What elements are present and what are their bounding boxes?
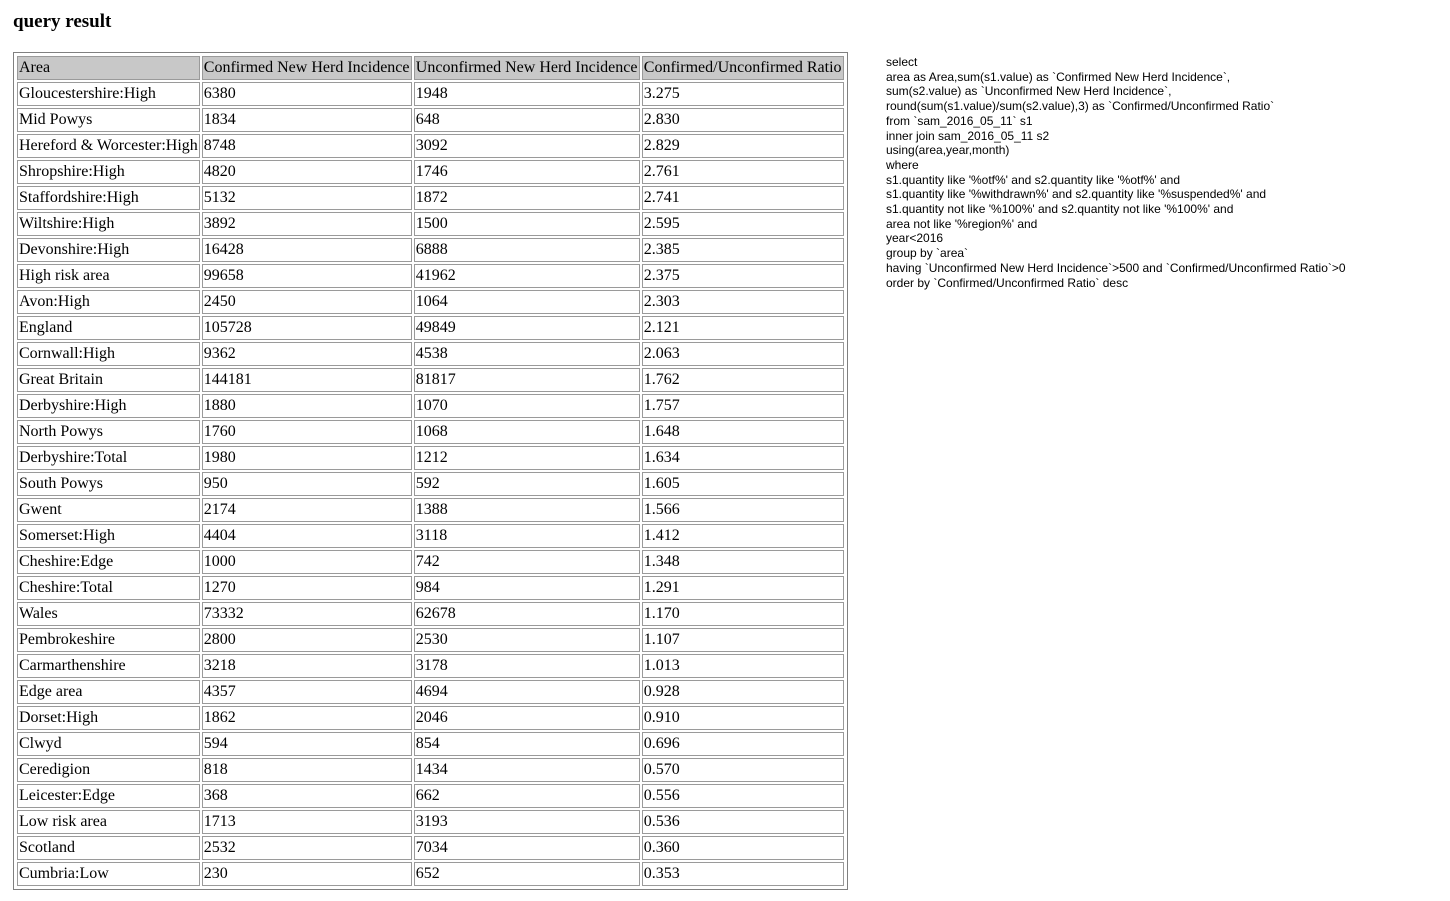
- table-cell: 1388: [414, 498, 640, 522]
- table-cell: 1862: [202, 706, 412, 730]
- table-row: [17, 264, 844, 288]
- column-header: Unconfirmed New Herd Incidence: [414, 56, 640, 80]
- table-cell: Cumbria:Low: [17, 862, 200, 886]
- sql-line: area not like '%region%' and: [886, 216, 1038, 231]
- table-cell: Shropshire:High: [17, 160, 200, 184]
- table-cell: Devonshire:High: [17, 238, 200, 262]
- table-cell: Staffordshire:High: [17, 186, 200, 210]
- table-cell: 81817: [414, 368, 640, 392]
- table-cell: Derbyshire:High: [17, 394, 200, 418]
- table-cell: 818: [202, 758, 412, 782]
- table-row: [17, 576, 844, 600]
- table-cell: Wales: [17, 602, 200, 626]
- table-cell: 2800: [202, 628, 412, 652]
- table-row: [17, 186, 844, 210]
- table-cell: Cornwall:High: [17, 342, 200, 366]
- table-cell: Dorset:High: [17, 706, 200, 730]
- sql-line: inner join sam_2016_05_11 s2: [886, 128, 1050, 143]
- table-header-row: [17, 56, 844, 80]
- table-cell: 594: [202, 732, 412, 756]
- table-cell: 1760: [202, 420, 412, 444]
- table-cell: 99658: [202, 264, 412, 288]
- column-header: Confirmed/Unconfirmed Ratio: [642, 56, 844, 80]
- table-cell: 984: [414, 576, 640, 600]
- page-title: query result: [13, 11, 112, 32]
- table-cell: 1980: [202, 446, 412, 470]
- table-cell: Gloucestershire:High: [17, 82, 200, 106]
- table-cell: Derbyshire:Total: [17, 446, 200, 470]
- table-cell: 0.928: [642, 680, 844, 704]
- table-cell: 3178: [414, 654, 640, 678]
- sql-line: having `Unconfirmed New Herd Incidence`>500 and `Confirmed/Unconfirmed Ratio`>0: [886, 260, 1346, 275]
- table-cell: Hereford & Worcester:High: [17, 134, 200, 158]
- table-cell: 2.830: [642, 108, 844, 132]
- table-cell: 592: [414, 472, 640, 496]
- sql-line: s1.quantity like '%withdrawn%' and s2.quantity like '%suspended%' and: [886, 187, 1267, 202]
- table-row: [17, 420, 844, 444]
- table-cell: 2.063: [642, 342, 844, 366]
- table-cell: 2046: [414, 706, 640, 730]
- table-cell: 1.762: [642, 368, 844, 392]
- table-row: [17, 498, 844, 522]
- table-cell: 2.375: [642, 264, 844, 288]
- table-cell: Avon:High: [17, 290, 200, 314]
- sql-query-text: [886, 55, 1346, 290]
- table-cell: Clwyd: [17, 732, 200, 756]
- table-row: [17, 394, 844, 418]
- table-row: [17, 810, 844, 834]
- table-cell: Ceredigion: [17, 758, 200, 782]
- table-cell: 6380: [202, 82, 412, 106]
- table-cell: 1872: [414, 186, 640, 210]
- table-row: [17, 732, 844, 756]
- table-cell: 16428: [202, 238, 412, 262]
- table-cell: 4538: [414, 342, 640, 366]
- table-cell: 3092: [414, 134, 640, 158]
- sql-line: s1.quantity not like '%100%' and s2.quantity not like '%100%' and: [886, 202, 1234, 217]
- sql-line: using(area,year,month): [886, 143, 1010, 158]
- column-header: Area: [17, 56, 200, 80]
- table-cell: 73332: [202, 602, 412, 626]
- query-result-table: [13, 52, 848, 890]
- table-cell: 368: [202, 784, 412, 808]
- table-row: [17, 108, 844, 132]
- table-cell: 1.107: [642, 628, 844, 652]
- table-row: [17, 680, 844, 704]
- table-cell: Edge area: [17, 680, 200, 704]
- table-cell: 1068: [414, 420, 640, 444]
- table-cell: 4820: [202, 160, 412, 184]
- table-cell: 1834: [202, 108, 412, 132]
- table-row: [17, 836, 844, 860]
- table-cell: 648: [414, 108, 640, 132]
- table-row: [17, 160, 844, 184]
- table-cell: 2530: [414, 628, 640, 652]
- table-cell: 2.761: [642, 160, 844, 184]
- table-row: [17, 758, 844, 782]
- table-cell: 2.741: [642, 186, 844, 210]
- table-cell: 2174: [202, 498, 412, 522]
- sql-line: order by `Confirmed/Unconfirmed Ratio` desc: [886, 275, 1129, 290]
- table-row: [17, 550, 844, 574]
- table-cell: 854: [414, 732, 640, 756]
- table-cell: 2.303: [642, 290, 844, 314]
- table-row: [17, 134, 844, 158]
- table-cell: 3.275: [642, 82, 844, 106]
- table-cell: Cheshire:Total: [17, 576, 200, 600]
- table-cell: 1.291: [642, 576, 844, 600]
- table-row: [17, 784, 844, 808]
- table-cell: 2.385: [642, 238, 844, 262]
- table-cell: 652: [414, 862, 640, 886]
- table-cell: 1270: [202, 576, 412, 600]
- table-row: [17, 82, 844, 106]
- table-cell: 2.121: [642, 316, 844, 340]
- table-cell: 1.605: [642, 472, 844, 496]
- table-cell: Cheshire:Edge: [17, 550, 200, 574]
- table-cell: 1948: [414, 82, 640, 106]
- table-cell: 2450: [202, 290, 412, 314]
- table-cell: 742: [414, 550, 640, 574]
- table-row: [17, 290, 844, 314]
- table-row: [17, 446, 844, 470]
- table-row: [17, 342, 844, 366]
- table-row: [17, 862, 844, 886]
- table-row: [17, 706, 844, 730]
- table-cell: 0.570: [642, 758, 844, 782]
- sql-line: select: [886, 55, 918, 69]
- table-cell: High risk area: [17, 264, 200, 288]
- table-cell: 9362: [202, 342, 412, 366]
- table-cell: 0.696: [642, 732, 844, 756]
- table-cell: Wiltshire:High: [17, 212, 200, 236]
- table-row: [17, 316, 844, 340]
- table-cell: 1.348: [642, 550, 844, 574]
- table-cell: 105728: [202, 316, 412, 340]
- table-cell: 1.170: [642, 602, 844, 626]
- table-row: [17, 238, 844, 262]
- table-cell: 2532: [202, 836, 412, 860]
- table-cell: 5132: [202, 186, 412, 210]
- table-body: [17, 82, 844, 886]
- sql-line: round(sum(s1.value)/sum(s2.value),3) as `Confirmed/Unconfirmed Ratio`: [886, 99, 1275, 114]
- table-cell: 7034: [414, 836, 640, 860]
- table-cell: Somerset:High: [17, 524, 200, 548]
- table-row: [17, 654, 844, 678]
- table-cell: Low risk area: [17, 810, 200, 834]
- table-cell: 6888: [414, 238, 640, 262]
- table-cell: Leicester:Edge: [17, 784, 200, 808]
- table-cell: 3218: [202, 654, 412, 678]
- table-cell: Pembrokeshire: [17, 628, 200, 652]
- table-cell: 3892: [202, 212, 412, 236]
- table-row: [17, 602, 844, 626]
- table-row: [17, 368, 844, 392]
- table-cell: 2.829: [642, 134, 844, 158]
- table-cell: 1500: [414, 212, 640, 236]
- table-cell: 1880: [202, 394, 412, 418]
- sql-line: where: [886, 157, 919, 172]
- table-cell: 1746: [414, 160, 640, 184]
- table-row: [17, 524, 844, 548]
- table-row: [17, 472, 844, 496]
- table-cell: 230: [202, 862, 412, 886]
- table-cell: 3193: [414, 810, 640, 834]
- table-cell: South Powys: [17, 472, 200, 496]
- table-cell: 1.634: [642, 446, 844, 470]
- table-row: [17, 212, 844, 236]
- table-row: [17, 628, 844, 652]
- sql-line: group by `area`: [886, 246, 969, 261]
- table-cell: 0.556: [642, 784, 844, 808]
- table-cell: 4357: [202, 680, 412, 704]
- table-cell: 4694: [414, 680, 640, 704]
- table-cell: 1212: [414, 446, 640, 470]
- table-cell: England: [17, 316, 200, 340]
- table-cell: 662: [414, 784, 640, 808]
- column-header: Confirmed New Herd Incidence: [202, 56, 412, 80]
- table-cell: Mid Powys: [17, 108, 200, 132]
- table-cell: 0.536: [642, 810, 844, 834]
- sql-line: year<2016: [886, 231, 944, 246]
- table-cell: 1713: [202, 810, 412, 834]
- table-cell: 1.566: [642, 498, 844, 522]
- sql-line: area as Area,sum(s1.value) as `Confirmed New Herd Incidence`,: [886, 69, 1231, 84]
- table-cell: 1434: [414, 758, 640, 782]
- table-cell: Great Britain: [17, 368, 200, 392]
- table-cell: 950: [202, 472, 412, 496]
- table-cell: 0.353: [642, 862, 844, 886]
- sql-line: sum(s2.value) as `Unconfirmed New Herd Incidence`,: [886, 84, 1172, 99]
- table-cell: 1.648: [642, 420, 844, 444]
- table-cell: 62678: [414, 602, 640, 626]
- sql-line: from `sam_2016_05_11` s1: [886, 113, 1033, 128]
- table-cell: 4404: [202, 524, 412, 548]
- table-cell: 0.360: [642, 836, 844, 860]
- table-cell: Carmarthenshire: [17, 654, 200, 678]
- table-cell: North Powys: [17, 420, 200, 444]
- table-cell: 1.412: [642, 524, 844, 548]
- table-cell: 1.757: [642, 394, 844, 418]
- table-cell: 0.910: [642, 706, 844, 730]
- table-cell: 1064: [414, 290, 640, 314]
- table-cell: 41962: [414, 264, 640, 288]
- table-cell: Gwent: [17, 498, 200, 522]
- table-cell: 144181: [202, 368, 412, 392]
- table-cell: 49849: [414, 316, 640, 340]
- table-cell: 8748: [202, 134, 412, 158]
- table-cell: 3118: [414, 524, 640, 548]
- table-cell: 2.595: [642, 212, 844, 236]
- table-cell: Scotland: [17, 836, 200, 860]
- table-cell: 1070: [414, 394, 640, 418]
- sql-line: s1.quantity like '%otf%' and s2.quantity like '%otf%' and: [886, 172, 1180, 187]
- table-cell: 1.013: [642, 654, 844, 678]
- table-cell: 1000: [202, 550, 412, 574]
